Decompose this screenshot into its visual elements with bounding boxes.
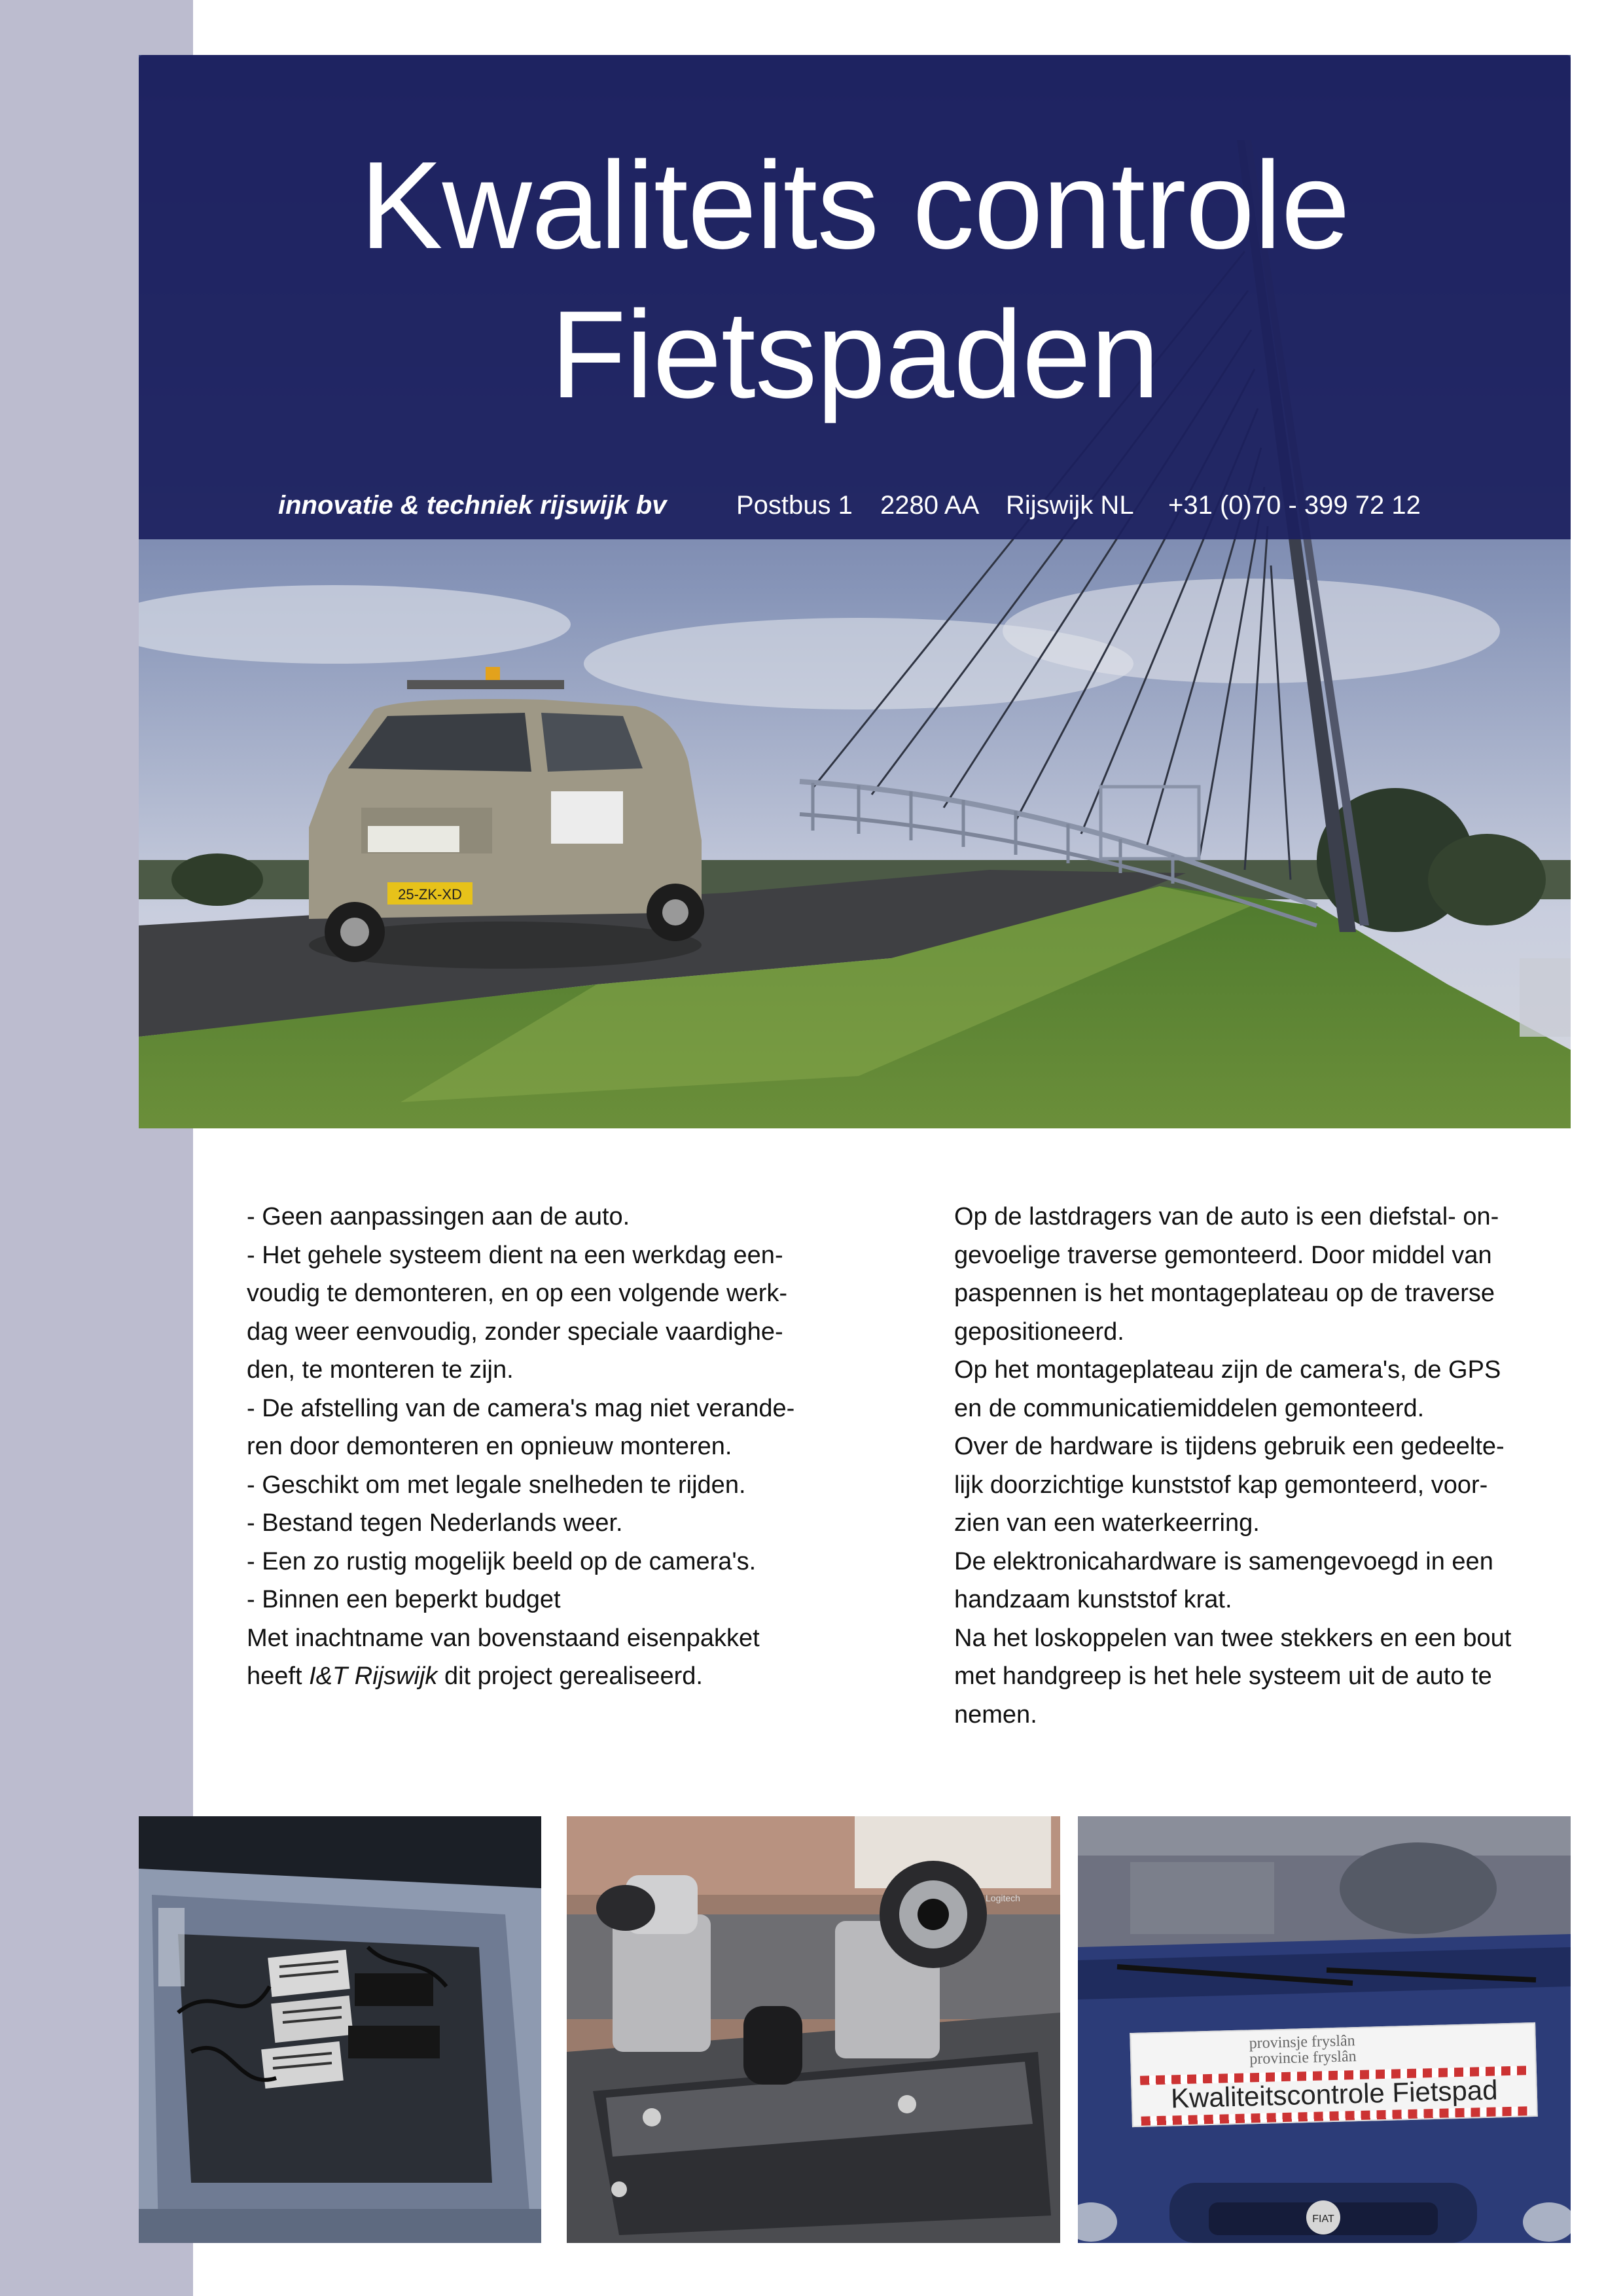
title-line-2: Fietspaden bbox=[550, 285, 1160, 424]
text-line: - Geen aanpassingen aan de auto. bbox=[247, 1203, 630, 1230]
text-line: paspennen is het montageplateau op de traverse bbox=[954, 1280, 1495, 1307]
photo-electronics-crate bbox=[139, 1816, 541, 2243]
text-line: zien van een waterkeerring. bbox=[954, 1509, 1260, 1537]
hood-sign bbox=[1130, 2022, 1538, 2127]
text-line: voudig te demonteren, en op een volgende werk- bbox=[247, 1280, 787, 1307]
text-fragment: dit project gerealiseerd. bbox=[437, 1662, 703, 1690]
text-line: - Bestand tegen Nederlands weer. bbox=[247, 1509, 623, 1537]
text-line: ren door demonteren en opnieuw monteren. bbox=[247, 1433, 732, 1460]
license-plate: 25-ZK-XD bbox=[398, 886, 462, 903]
text-line: handzaam kunststof krat. bbox=[954, 1586, 1232, 1613]
text-line: - De afstelling van de camera's mag niet verande- bbox=[247, 1394, 795, 1422]
contact-line bbox=[0, 486, 1623, 525]
text-line: lijk doorzichtige kunststof kap gemonteerd, voor- bbox=[954, 1471, 1488, 1499]
text-line: - Een zo rustig mogelijk beeld op de camera's. bbox=[247, 1547, 757, 1575]
title-line-1: Kwaliteits controle bbox=[359, 136, 1350, 275]
text-line: - Geschikt om met legale snelheden te rijden. bbox=[247, 1471, 746, 1499]
text-line: Op het montageplateau zijn de camera's, de GPS bbox=[954, 1356, 1501, 1384]
company-name: innovatie & techniek rijswijk bv bbox=[278, 491, 667, 520]
page-title bbox=[139, 131, 1571, 429]
text-line: Na het loskoppelen van twee stekkers en een bout bbox=[954, 1624, 1512, 1652]
province-line-1: provinsje fryslân bbox=[1249, 2032, 1355, 2053]
city: Rijswijk NL bbox=[1006, 491, 1134, 520]
camera-brand-label: Logitech bbox=[986, 1893, 1020, 1903]
text-line: gevoelige traverse gemonteerd. Door middel van bbox=[954, 1241, 1492, 1269]
text-line: - Het gehele systeem dient na een werkdag een- bbox=[247, 1241, 783, 1269]
text-fragment: heeft bbox=[247, 1662, 310, 1690]
photo-camera-plate bbox=[567, 1816, 1060, 2243]
text-line: Op de lastdragers van de auto is een diefstal- on- bbox=[954, 1203, 1499, 1230]
hood-sign-text: Kwaliteitscontrole Fietspad bbox=[1170, 2074, 1499, 2114]
text-line: dag weer eenvoudig, zonder speciale vaardighe- bbox=[247, 1318, 783, 1346]
postbus: Postbus 1 bbox=[736, 491, 853, 520]
requirements-column bbox=[247, 1198, 882, 1696]
text-line: - Binnen een beperkt budget bbox=[247, 1586, 561, 1613]
phone-number: +31 (0)70 - 399 72 12 bbox=[1168, 491, 1421, 520]
text-line: nemen. bbox=[954, 1700, 1037, 1729]
text-line: Met inachtname van bovenstaand eisenpakket bbox=[247, 1624, 760, 1652]
text-line: Over de hardware is tijdens gebruik een gedeelte- bbox=[954, 1433, 1505, 1460]
text-line: den, te monteren te zijn. bbox=[247, 1356, 514, 1384]
company-short-name: I&T Rijswijk bbox=[309, 1662, 438, 1690]
postcode: 2280 AA bbox=[880, 491, 980, 520]
province-line-2: provincie fryslân bbox=[1249, 2048, 1357, 2068]
description-column bbox=[954, 1198, 1576, 1734]
text-line: gepositioneerd. bbox=[954, 1318, 1124, 1346]
text-line: met handgreep is het hele systeem uit de auto te bbox=[954, 1662, 1492, 1690]
text-line: De elektronicahardware is samengevoegd in een bbox=[954, 1547, 1493, 1575]
car-badge: FIAT bbox=[1312, 2214, 1334, 2225]
text-line-last bbox=[247, 1657, 882, 1696]
text-line: en de communicatiemiddelen gemonteerd. bbox=[954, 1394, 1425, 1422]
